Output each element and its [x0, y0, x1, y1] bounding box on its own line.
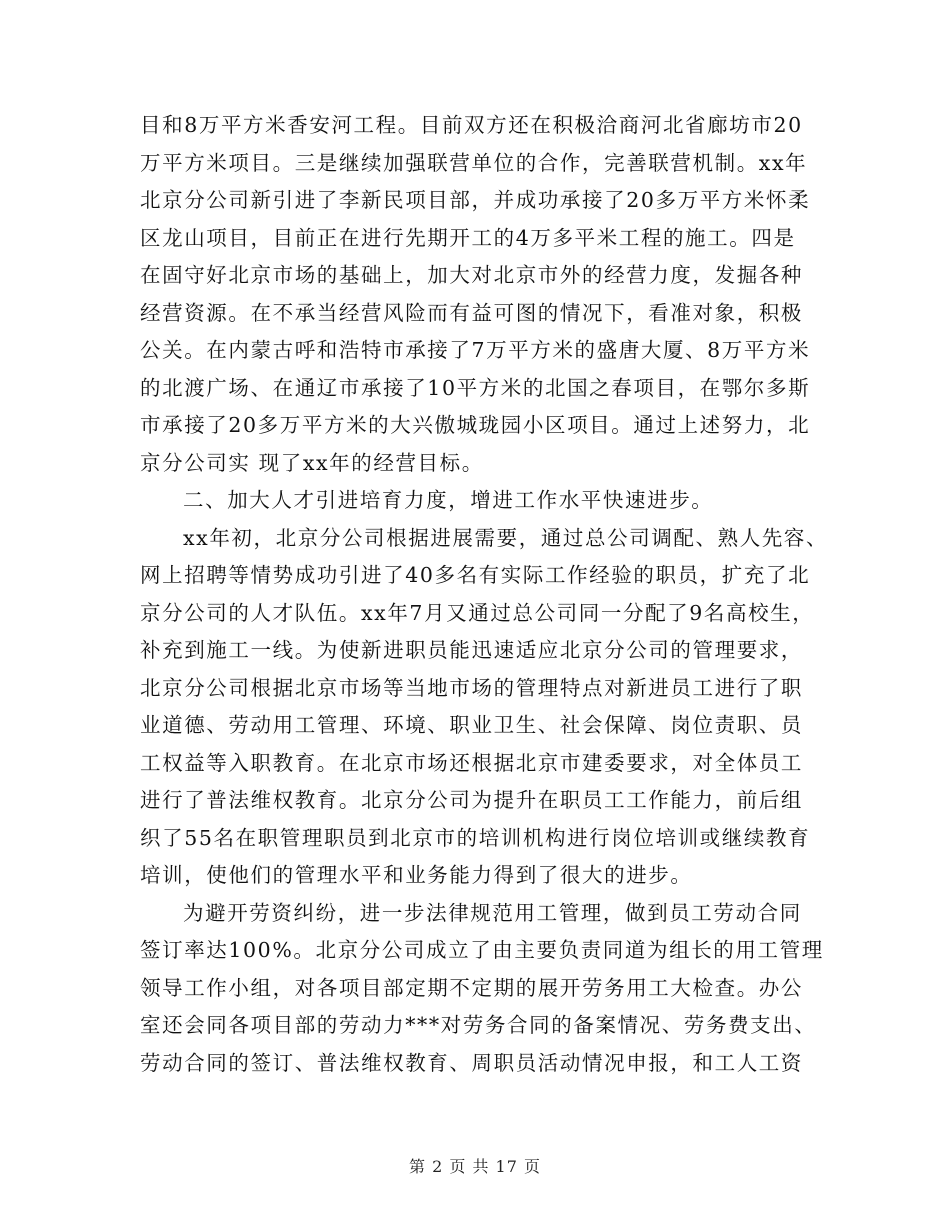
- text-line: 区龙山项目，目前正在进行先期开工的4万多平米工程的施工。四是: [140, 225, 796, 250]
- text-line: 市承接了20多万平方米的大兴傲城珑园小区项目。通过上述努力，北: [140, 413, 811, 437]
- text-line: 进行了普法维权教育。北京分公司为提升在职员工工作能力，前后组: [140, 788, 803, 812]
- text-line: 万平方米项目。三是继续加强联营单位的合作，完善联营机制。xx年: [140, 150, 808, 175]
- text-line: 在固守好北京市场的基础上，加大对北京市外的经营力度，发掘各种: [140, 263, 803, 287]
- text-line: 签订率达100%。北京分公司成立了由主要负责同道为组长的用工管理: [140, 938, 824, 962]
- text-line: 劳动合同的签订、普法维权教育、周职员活动情况申报，和工人工资: [140, 1050, 803, 1075]
- text-line: 室还会同各项目部的劳动力***对劳务合同的备案情况、劳务费支出、: [140, 1013, 817, 1037]
- text-line: 的北渡广场、在通辽市承接了10平方米的北国之春项目，在鄂尔多斯: [140, 375, 811, 400]
- text-line: 经营资源。在不承当经营风险而有益可图的情况下，看准对象，积极: [140, 300, 803, 325]
- text-line: 目和8万平方米香安河工程。目前双方还在积极洽商河北省廊坊市20: [140, 113, 803, 137]
- text-line: 北京分公司根据北京市场等当地市场的管理特点对新进员工进行了职: [140, 675, 803, 700]
- text-line: 公关。在内蒙古呼和浩特市承接了7万平方米的盛唐大厦、8万平方米: [140, 338, 811, 362]
- text-line: 为避开劳资纠纷，进一步法律规范用工管理，做到员工劳动合同: [183, 900, 802, 925]
- text-line: 领导工作小组，对各项目部定期不定期的展开劳务用工大检查。办公: [140, 975, 803, 1000]
- text-line: 京分公司实 现了xx年的经营目标。: [140, 450, 484, 475]
- page-footer: [0, 1154, 950, 1177]
- text-line: 工权益等入职教育。在北京市场还根据北京市建委要求，对全体员工: [140, 750, 803, 775]
- text-line: 北京分公司新引进了李新民项目部，并成功承接了20多万平方米怀柔: [140, 188, 811, 212]
- text-line: 京分公司的人才队伍。xx年7月又通过总公司同一分配了9名高校生，: [140, 600, 815, 625]
- section-heading: 二、加大人才引进培育力度，增进工作水平快速进步。: [183, 488, 714, 512]
- page-number: 第 2 页 共 17 页: [409, 1157, 541, 1176]
- text-line: xx年初，北京分公司根据进展需要，通过总公司调配、熟人先容、: [183, 525, 829, 550]
- text-line: 业道德、劳动用工管理、环境、职业卫生、社会保障、岗位责职、员: [140, 713, 803, 737]
- text-line: 培训，使他们的管理水平和业务能力得到了很大的进步。: [140, 863, 693, 887]
- body-text: [140, 107, 829, 1082]
- text-line: 补充到施工一线。为使新进职员能迅速适应北京分公司的管理要求，: [140, 638, 803, 662]
- text-line: 网上招聘等情势成功引进了40多名有实际工作经验的职员，扩充了北: [140, 563, 811, 587]
- text-line: 织了55名在职管理职员到北京市的培训机构进行岗位培训或继续教育: [140, 825, 811, 850]
